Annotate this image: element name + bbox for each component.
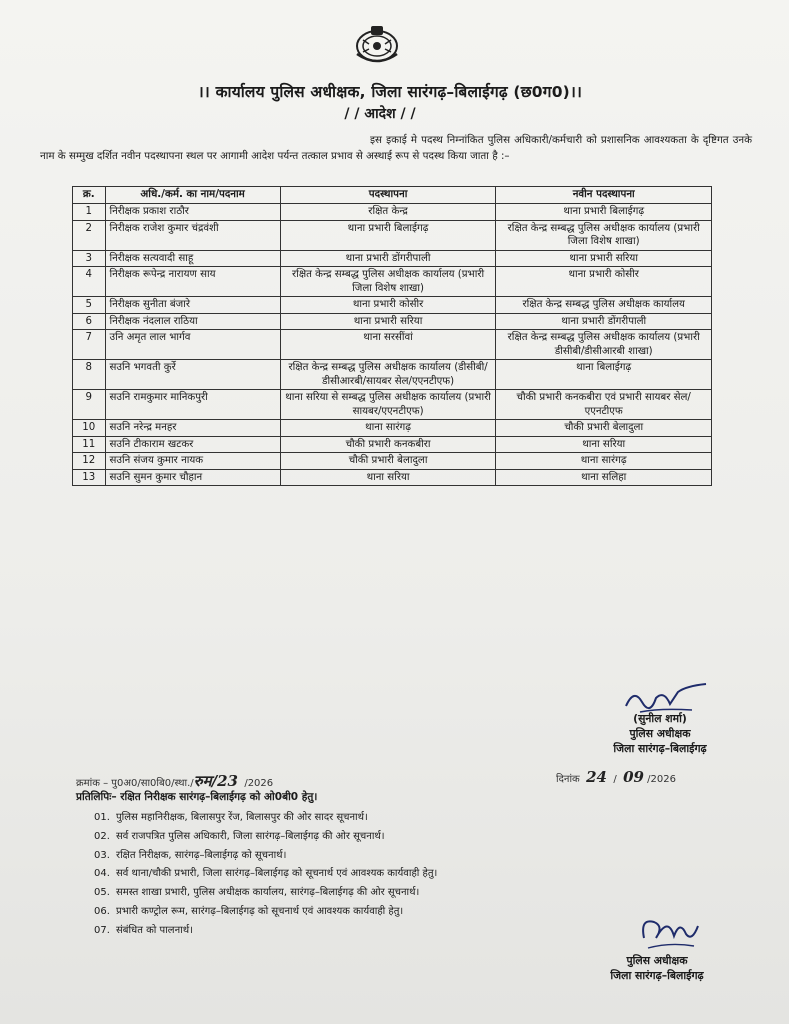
name-cell: निरीक्षक सत्यवादी साहू [105, 250, 280, 267]
table-row [73, 360, 712, 390]
serial-cell: 2 [73, 220, 106, 250]
current-posting-cell: चौकी प्रभारी बेलादुला [280, 453, 496, 470]
intro-paragraph [40, 133, 752, 164]
name-cell: निरीक्षक प्रकाश राठौर [105, 204, 280, 221]
current-posting-cell: थाना प्रभारी कोसीर [280, 297, 496, 314]
serial-cell: 8 [73, 360, 106, 390]
current-posting-cell: थाना प्रभारी डोंगरीपाली [280, 250, 496, 267]
list-item [94, 903, 714, 922]
list-item [94, 828, 714, 847]
name-cell: निरीक्षक नंदलाल राठिया [105, 313, 280, 330]
list-item-text: प्रभारी कण्ट्रोल रूम, सारंगढ़–बिलाईगढ़ को सूचनार्थ एवं आवश्यक कार्यवाही हेतु। [116, 905, 404, 917]
table-row [73, 250, 712, 267]
name-cell: निरीक्षक रूपेन्द्र नारायण साय [105, 267, 280, 297]
current-posting-cell: रक्षित केन्द्र सम्बद्ध पुलिस अधीक्षक कार्यालय (डीसीबी/डीसीआरबी/सायबर सेल/एएनटीएफ) [280, 360, 496, 390]
list-item-number: 01. [94, 812, 110, 823]
list-item [94, 809, 714, 828]
signature-icon [634, 908, 702, 954]
name-cell: निरीक्षक राजेश कुमार चंद्रवंशी [105, 220, 280, 250]
name-cell: सउनि रामकुमार मानिकपुरी [105, 390, 280, 420]
officer-district: जिला सारंगढ़–बिलाईगढ़ [610, 969, 704, 982]
transfer-table [72, 186, 712, 486]
officer-designation: पुलिस अधीक्षक [626, 954, 688, 967]
officer-name: (सुनील शर्मा) [633, 712, 687, 725]
new-posting-cell: रक्षित केन्द्र सम्बद्ध पुलिस अधीक्षक कार्यालय (प्रभारी डीसीबी/डीसीआरबी शाखा) [496, 330, 712, 360]
officer-district: जिला सारंगढ़–बिलाईगढ़ [613, 742, 707, 755]
table-body [73, 204, 712, 486]
table-row [73, 267, 712, 297]
new-posting-cell: थाना प्रभारी डोंगरीपाली [496, 313, 712, 330]
police-emblem-icon [351, 22, 403, 70]
list-item-number: 03. [94, 849, 110, 861]
new-posting-cell: थाना सलिहा [496, 469, 712, 486]
name-cell: सउनि सुमन कुमार चौहान [105, 469, 280, 486]
date-month: 09 [623, 768, 644, 786]
office-title: ।। कार्यालय पुलिस अधीक्षक, जिला सारंगढ़–बिलाईगढ़ (छ0ग0)।। [197, 83, 583, 101]
date-label: दिनांक [556, 774, 580, 785]
list-item [94, 922, 714, 941]
new-posting-cell: थाना सारंगढ़ [496, 453, 712, 470]
officer-designation: पुलिस अधीक्षक [629, 727, 691, 740]
name-cell: सउनि टीकाराम खटकर [105, 436, 280, 453]
table-row [73, 469, 712, 486]
list-item-text: समस्त शाखा प्रभारी, पुलिस अधीक्षक कार्यालय, सारंगढ़–बिलाईगढ़ की ओर सूचनार्थ। [116, 887, 420, 899]
date-day: 24 [586, 768, 607, 786]
intro-text: इस इकाई मे पदस्थ निम्नांकित पुलिस अधिकारी/कर्मचारी को प्रशासनिक आवश्यकता के दृष्टिगत उनके नाम के सम्मुख दर्शित नवीन पदस्थापना स्थल पर आगामी आदेश पर्यन्त तत्काल प्रभाव से अस्थाई रूप से पदस्थ किया जाता है :– [40, 134, 752, 162]
serial-cell: 11 [73, 436, 106, 453]
table-row [73, 453, 712, 470]
name-cell: सउनि नरेन्द्र मनहर [105, 420, 280, 437]
list-item-text: पुलिस महानिरीक्षक, बिलासपुर रेंज, बिलासपुर की ओर सादर सूचनार्थ। [116, 812, 368, 823]
list-item-text: सर्व राजपत्रित पुलिस अधिकारी, जिला सारंगढ़–बिलाईगढ़ की ओर सूचनार्थ। [116, 830, 385, 842]
signature-block-1 [580, 711, 740, 756]
current-posting-cell: चौकी प्रभारी कनकबीरा [280, 436, 496, 453]
list-item-text: संबंधित को पालनार्थ। [116, 924, 193, 936]
header-current-posting: पदस्थापना [280, 187, 496, 204]
header-new-posting: नवीन पदस्थापना [496, 187, 712, 204]
signature-block-2 [572, 953, 742, 983]
new-posting-cell: थाना प्रभारी कोसीर [496, 267, 712, 297]
new-posting-cell: थाना बिलाईगढ़ [496, 360, 712, 390]
table-row [73, 297, 712, 314]
new-posting-cell: चौकी प्रभारी बेलादुला [496, 420, 712, 437]
current-posting-cell: थाना सरसींवां [280, 330, 496, 360]
serial-cell: 5 [73, 297, 106, 314]
serial-cell: 12 [73, 453, 106, 470]
new-posting-cell: रक्षित केन्द्र सम्बद्ध पुलिस अधीक्षक कार्यालय (प्रभारी जिला विशेष शाखा) [496, 220, 712, 250]
list-item [94, 865, 714, 884]
list-item-text: रक्षित निरीक्षक, सारंगढ़–बिलाईगढ़ को सूचनार्थ। [116, 849, 287, 861]
list-item-number: 06. [94, 905, 110, 917]
serial-cell: 6 [73, 313, 106, 330]
table-row [73, 390, 712, 420]
copy-heading: प्रतिलिपिः– रक्षित निरीक्षक सारंगढ़–बिलाईगढ़ को ओ0बी0 हेतु। [76, 791, 318, 803]
serial-cell: 3 [73, 250, 106, 267]
list-item-number: 04. [94, 868, 110, 880]
serial-cell: 9 [73, 390, 106, 420]
copy-list [94, 809, 714, 941]
current-posting-cell: थाना सारंगढ़ [280, 420, 496, 437]
new-posting-cell: थाना प्रभारी सरिया [496, 250, 712, 267]
list-item-number: 02. [94, 830, 110, 842]
name-cell: सउनि भगवती कुर्रे [105, 360, 280, 390]
list-item-number: 07. [94, 924, 110, 936]
header-name: अधि./कर्म. का नाम/पदनाम [105, 187, 280, 204]
serial-cell: 1 [73, 204, 106, 221]
header-serial: क्र. [73, 187, 106, 204]
current-posting-cell: रक्षित केन्द्र सम्बद्ध पुलिस अधीक्षक कार्यालय (प्रभारी जिला विशेष शाखा) [280, 267, 496, 297]
new-posting-cell: थाना सरिया [496, 436, 712, 453]
current-posting-cell: थाना प्रभारी बिलाईगढ़ [280, 220, 496, 250]
name-cell: निरीक्षक सुनीता बंजारे [105, 297, 280, 314]
list-item [94, 884, 714, 903]
serial-cell: 13 [73, 469, 106, 486]
order-heading: / / आदेश / / [344, 106, 416, 122]
list-item [94, 847, 714, 866]
serial-cell: 4 [73, 267, 106, 297]
table-row [73, 204, 712, 221]
name-cell: उनि अमृत लाल भार्गव [105, 330, 280, 360]
order-date: दिनांक 24 / 09 /2026 [556, 768, 676, 786]
table-row [73, 420, 712, 437]
reference-year: /2026 [244, 778, 274, 789]
table-row [73, 436, 712, 453]
list-item-text: सर्व थाना/चौकी प्रभारी, जिला सारंगढ़–बिलाईगढ़ को सूचनार्थ एवं आवश्यक कार्यवाही हेतु। [116, 868, 438, 880]
serial-cell: 10 [73, 420, 106, 437]
reference-handwritten: रुम/23 [193, 772, 238, 790]
new-posting-cell: चौकी प्रभारी कनकबीरा एवं प्रभारी सायबर सेल/एएनटीएफ [496, 390, 712, 420]
list-item-number: 05. [94, 887, 110, 899]
table-row [73, 330, 712, 360]
reference-prefix: क्रमांक – पु0अ0/सा0बि0/स्था./ [76, 778, 194, 789]
serial-cell: 7 [73, 330, 106, 360]
table-row [73, 220, 712, 250]
current-posting-cell: थाना सरिया से सम्बद्ध पुलिस अधीक्षक कार्यालय (प्रभारी सायबर/एएनटीएफ) [280, 390, 496, 420]
current-posting-cell: थाना सरिया [280, 469, 496, 486]
table-header-row [73, 187, 712, 204]
current-posting-cell: थाना प्रभारी सरिया [280, 313, 496, 330]
name-cell: सउनि संजय कुमार नायक [105, 453, 280, 470]
new-posting-cell: रक्षित केन्द्र सम्बद्ध पुलिस अधीक्षक कार्यालय [496, 297, 712, 314]
date-year: /2026 [647, 774, 676, 785]
table-row [73, 313, 712, 330]
new-posting-cell: थाना प्रभारी बिलाईगढ़ [496, 204, 712, 221]
current-posting-cell: रक्षित केन्द्र [280, 204, 496, 221]
reference-number [76, 771, 396, 791]
